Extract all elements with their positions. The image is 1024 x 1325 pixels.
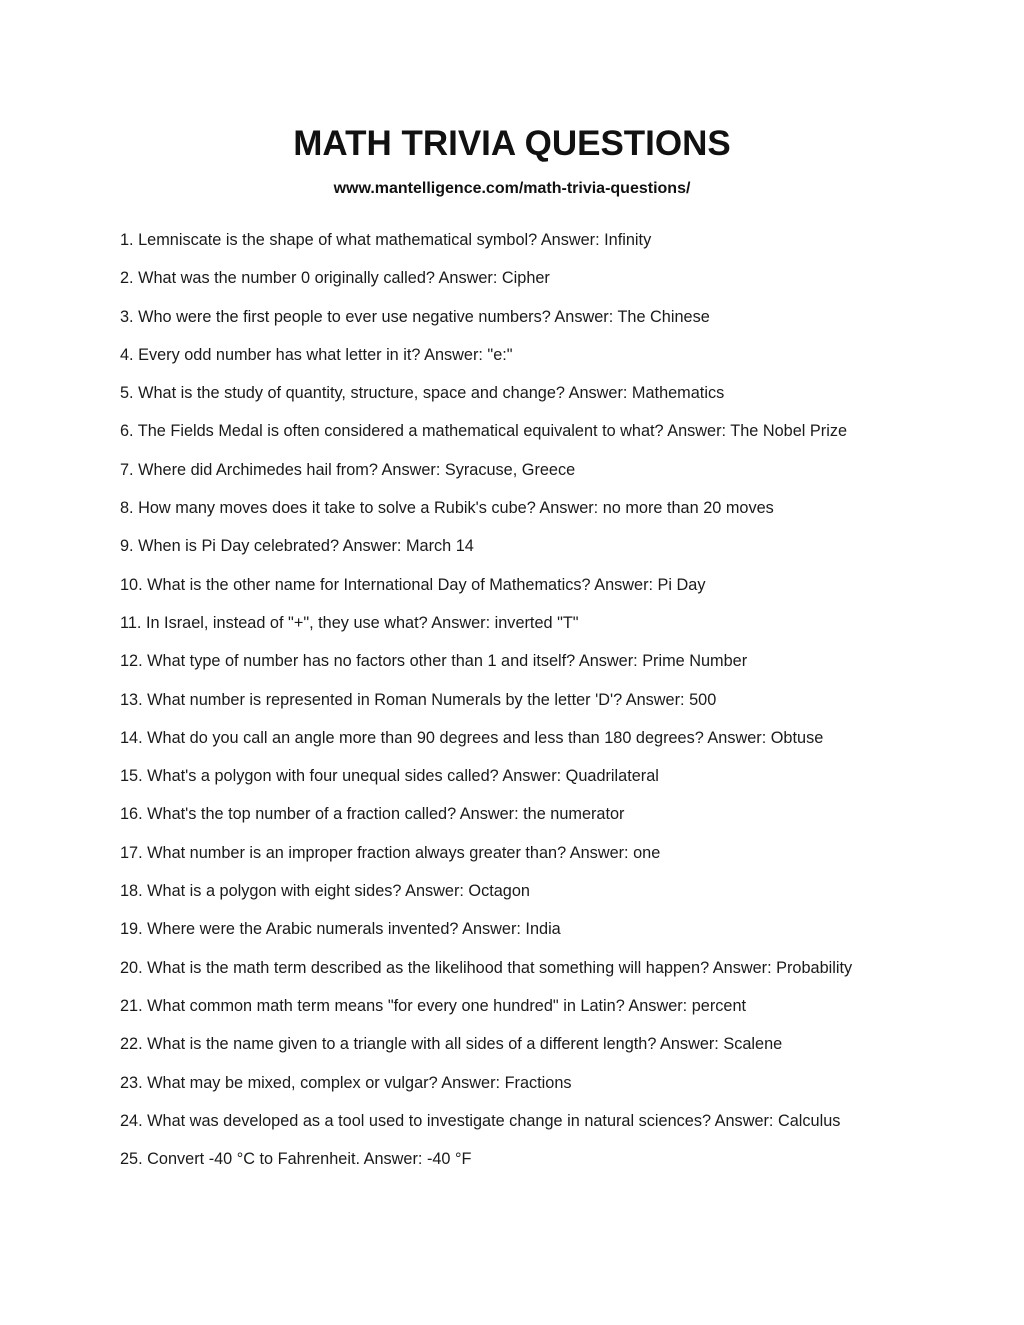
question-item: 12. What type of number has no factors other than 1 and itself? Answer: Prime Number bbox=[120, 652, 748, 671]
question-item: 5. What is the study of quantity, structure, space and change? Answer: Mathematics bbox=[120, 384, 725, 403]
question-item: 11. In Israel, instead of "+", they use what? Answer: inverted "T" bbox=[120, 613, 579, 632]
question-item: 15. What's a polygon with four unequal sides called? Answer: Quadrilateral bbox=[120, 767, 659, 786]
question-item: 17. What number is an improper fraction always greater than? Answer: one bbox=[120, 843, 661, 862]
question-list bbox=[120, 229, 920, 1186]
question-item: 22. What is the name given to a triangle with all sides of a different length? Answer: Scalene bbox=[120, 1035, 783, 1054]
question-item: 10. What is the other name for International Day of Mathematics? Answer: Pi Day bbox=[120, 575, 706, 594]
question-item: 23. What may be mixed, complex or vulgar? Answer: Fractions bbox=[120, 1073, 572, 1092]
question-item: 18. What is a polygon with eight sides? Answer: Octagon bbox=[120, 882, 530, 901]
question-item: 21. What common math term means "for every one hundred" in Latin? Answer: percent bbox=[120, 996, 747, 1015]
question-item: 20. What is the math term described as the likelihood that something will happen? Answer: Probability bbox=[120, 958, 853, 977]
question-item: 6. The Fields Medal is often considered a mathematical equivalent to what? Answer: The Nobel Prize bbox=[120, 422, 848, 441]
question-item: 7. Where did Archimedes hail from? Answer: Syracuse, Greece bbox=[120, 460, 576, 479]
page-title: MATH TRIVIA QUESTIONS bbox=[293, 124, 731, 163]
question-item: 9. When is Pi Day celebrated? Answer: March 14 bbox=[120, 537, 474, 556]
question-item: 16. What's the top number of a fraction called? Answer: the numerator bbox=[120, 805, 625, 824]
question-item: 25. Convert -40 °C to Fahrenheit. Answer: -40 °F bbox=[120, 1150, 472, 1169]
question-item: 1. Lemniscate is the shape of what mathematical symbol? Answer: Infinity bbox=[120, 231, 652, 249]
question-item: 13. What number is represented in Roman Numerals by the letter 'D'? Answer: 500 bbox=[120, 690, 717, 709]
question-item: 24. What was developed as a tool used to investigate change in natural sciences? Answer: Calculus bbox=[120, 1111, 841, 1130]
source-url: www.mantelligence.com/math-trivia-questions/ bbox=[333, 180, 691, 197]
question-item: 3. Who were the first people to ever use negative numbers? Answer: The Chinese bbox=[120, 307, 710, 326]
question-item: 4. Every odd number has what letter in it? Answer: "e:" bbox=[120, 345, 513, 364]
question-item: 14. What do you call an angle more than 90 degrees and less than 180 degrees? Answer: Obtuse bbox=[120, 728, 824, 747]
question-item: 19. Where were the Arabic numerals invented? Answer: India bbox=[120, 920, 561, 939]
question-item: 8. How many moves does it take to solve a Rubik's cube? Answer: no more than 20 moves bbox=[120, 499, 774, 518]
question-item: 2. What was the number 0 originally called? Answer: Cipher bbox=[120, 269, 550, 288]
